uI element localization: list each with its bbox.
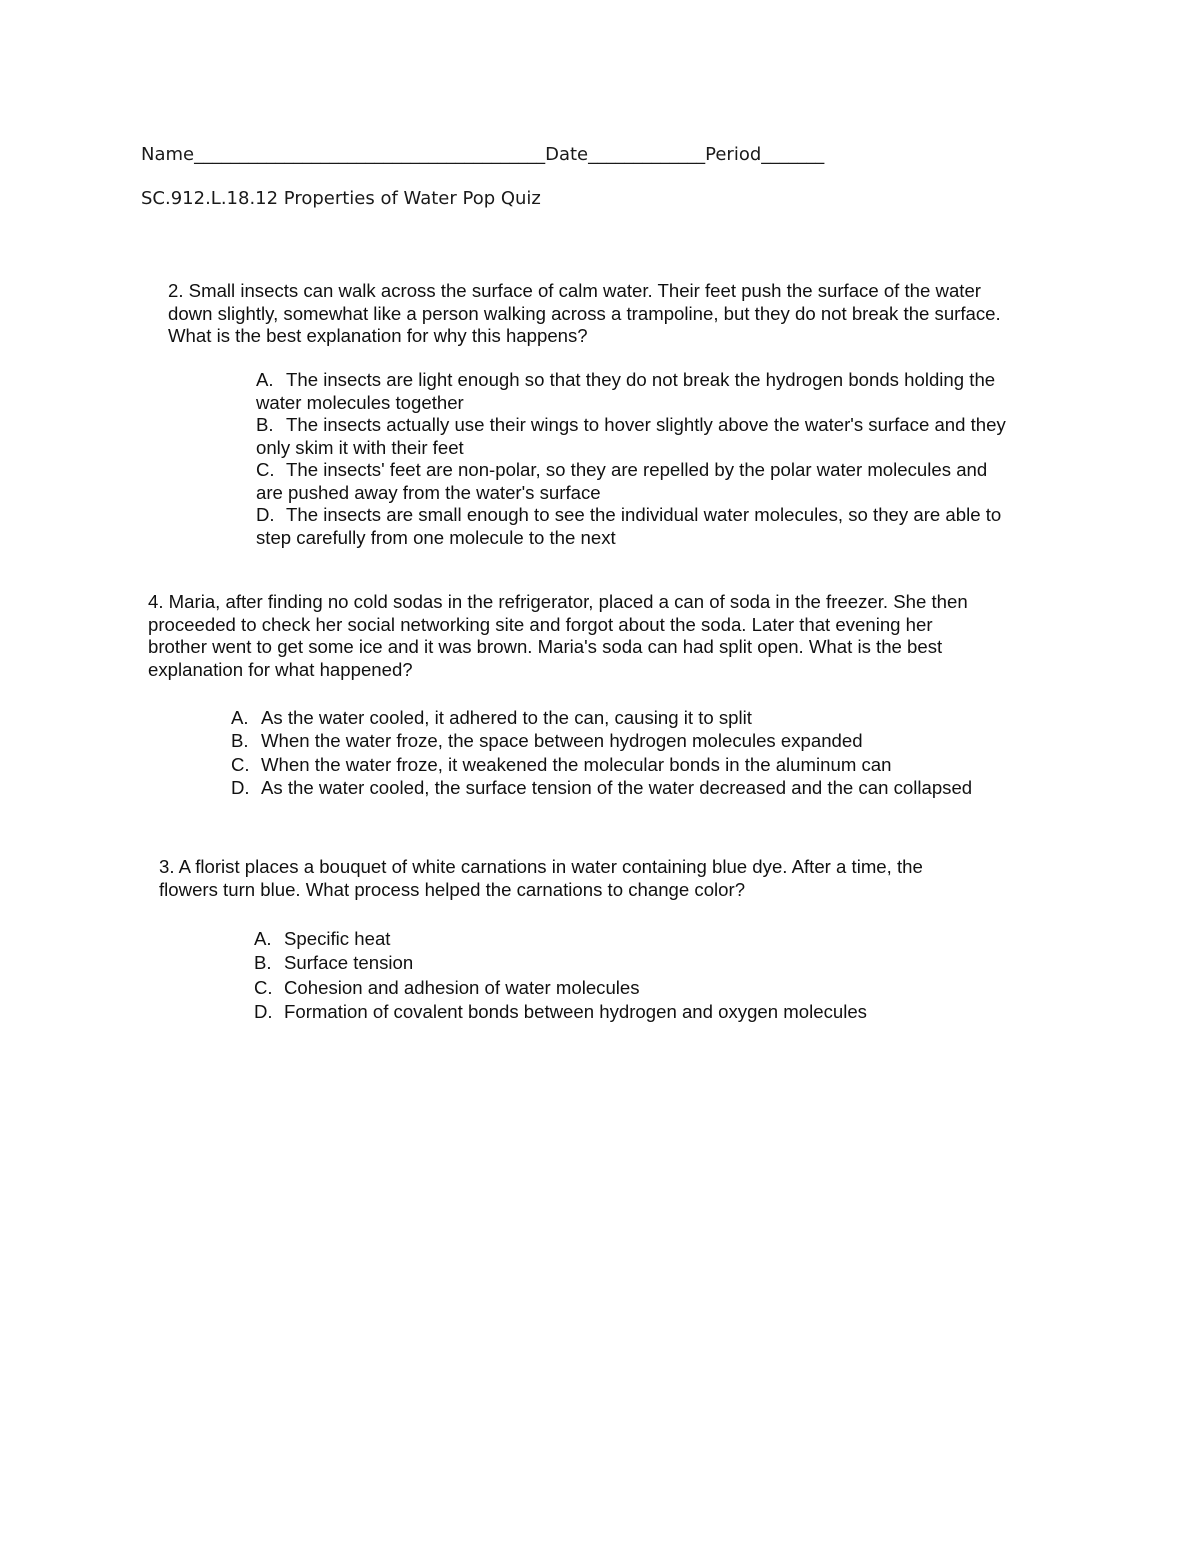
choice-letter: A.	[256, 369, 274, 390]
quiz-title: SC.912.L.18.12 Properties of Water Pop Quiz	[141, 188, 541, 209]
choice-letter: B.	[231, 730, 249, 752]
choice-text: The insects actually use their wings to hover slightly above the water's surface and they	[286, 414, 1006, 435]
choice-line	[256, 437, 1056, 460]
choice-line	[231, 706, 1111, 729]
choice-text: When the water froze, it weakened the molecular bonds in the aluminum can	[261, 753, 892, 775]
choice-line	[256, 527, 1056, 550]
choice-text: Cohesion and adhesion of water molecules	[284, 976, 640, 998]
choice-line	[231, 753, 1111, 776]
choice-line	[256, 369, 1056, 392]
choice-text: water molecules together	[256, 391, 464, 413]
question-4	[148, 591, 1068, 681]
choice-letter: B.	[254, 952, 272, 974]
question-4-choices	[231, 706, 1111, 799]
choice-line	[231, 776, 1111, 799]
choice-line	[256, 392, 1056, 415]
question-stem-line: explanation for what happened?	[148, 658, 413, 680]
choice-line	[256, 414, 1056, 437]
choice-line	[254, 976, 1054, 1000]
question-stem-line: proceeded to check her social networking site and forgot about the soda. Later that evening her	[148, 613, 933, 635]
question-3	[159, 856, 1059, 901]
choice-letter: C.	[254, 976, 273, 998]
choice-letter: D.	[254, 1000, 273, 1022]
choice-text: The insects' feet are non-polar, so they are repelled by the polar water molecules and	[286, 459, 988, 480]
question-stem-line: 4. Maria, after finding no cold sodas in the refrigerator, placed a can of soda in the freezer. She then	[148, 591, 968, 612]
choice-letter: C.	[256, 459, 275, 480]
choice-text: are pushed away from the water's surface	[256, 481, 601, 503]
question-stem-line: What is the best explanation for why this happens?	[168, 325, 588, 346]
question-stem-line: brother went to get some ice and it was brown. Maria's soda can had split open. What is the best	[148, 636, 943, 657]
choice-text: Surface tension	[284, 952, 414, 974]
choice-text: As the water cooled, it adhered to the can, causing it to split	[261, 707, 752, 728]
choice-line	[256, 504, 1056, 527]
choice-letter: C.	[231, 753, 250, 775]
choice-text: Formation of covalent bonds between hydrogen and oxygen molecules	[284, 1000, 867, 1022]
choice-text: The insects are light enough so that they do not break the hydrogen bonds holding the	[286, 369, 996, 390]
question-stem-line: 3. A florist places a bouquet of white carnations in water containing blue dye. After a time, the	[159, 856, 923, 877]
question-2-choices	[256, 369, 1056, 549]
choice-line	[254, 1000, 1054, 1024]
choice-line	[254, 951, 1054, 975]
choice-letter: B.	[256, 414, 274, 435]
choice-line	[254, 927, 1054, 951]
choice-text: When the water froze, the space between hydrogen molecules expanded	[261, 730, 863, 752]
choice-text: As the water cooled, the surface tension of the water decreased and the can collapsed	[261, 776, 973, 798]
choice-line	[231, 729, 1111, 752]
choice-line	[256, 459, 1056, 482]
choice-text: step carefully from one molecule to the next	[256, 526, 616, 548]
choice-line	[256, 482, 1056, 505]
choice-letter: A.	[254, 928, 272, 949]
question-stem-line: flowers turn blue. What process helped the carnations to change color?	[159, 878, 746, 900]
question-stem-line: 2. Small insects can walk across the surface of calm water. Their feet push the surface of the water	[168, 280, 981, 301]
choice-text: The insects are small enough to see the individual water molecules, so they are able to	[286, 504, 1002, 525]
choice-text: Specific heat	[284, 928, 391, 949]
question-stem-line: down slightly, somewhat like a person walking across a trampoline, but they do not break the surface.	[168, 302, 1001, 324]
question-2	[168, 280, 1068, 348]
name-date-period-line: Name_______________________________________Date_____________Period_______	[141, 144, 825, 165]
choice-letter: A.	[231, 707, 249, 728]
choice-letter: D.	[231, 776, 250, 798]
choice-letter: D.	[256, 504, 275, 525]
question-3-choices	[254, 927, 1054, 1024]
choice-text: only skim it with their feet	[256, 436, 464, 458]
